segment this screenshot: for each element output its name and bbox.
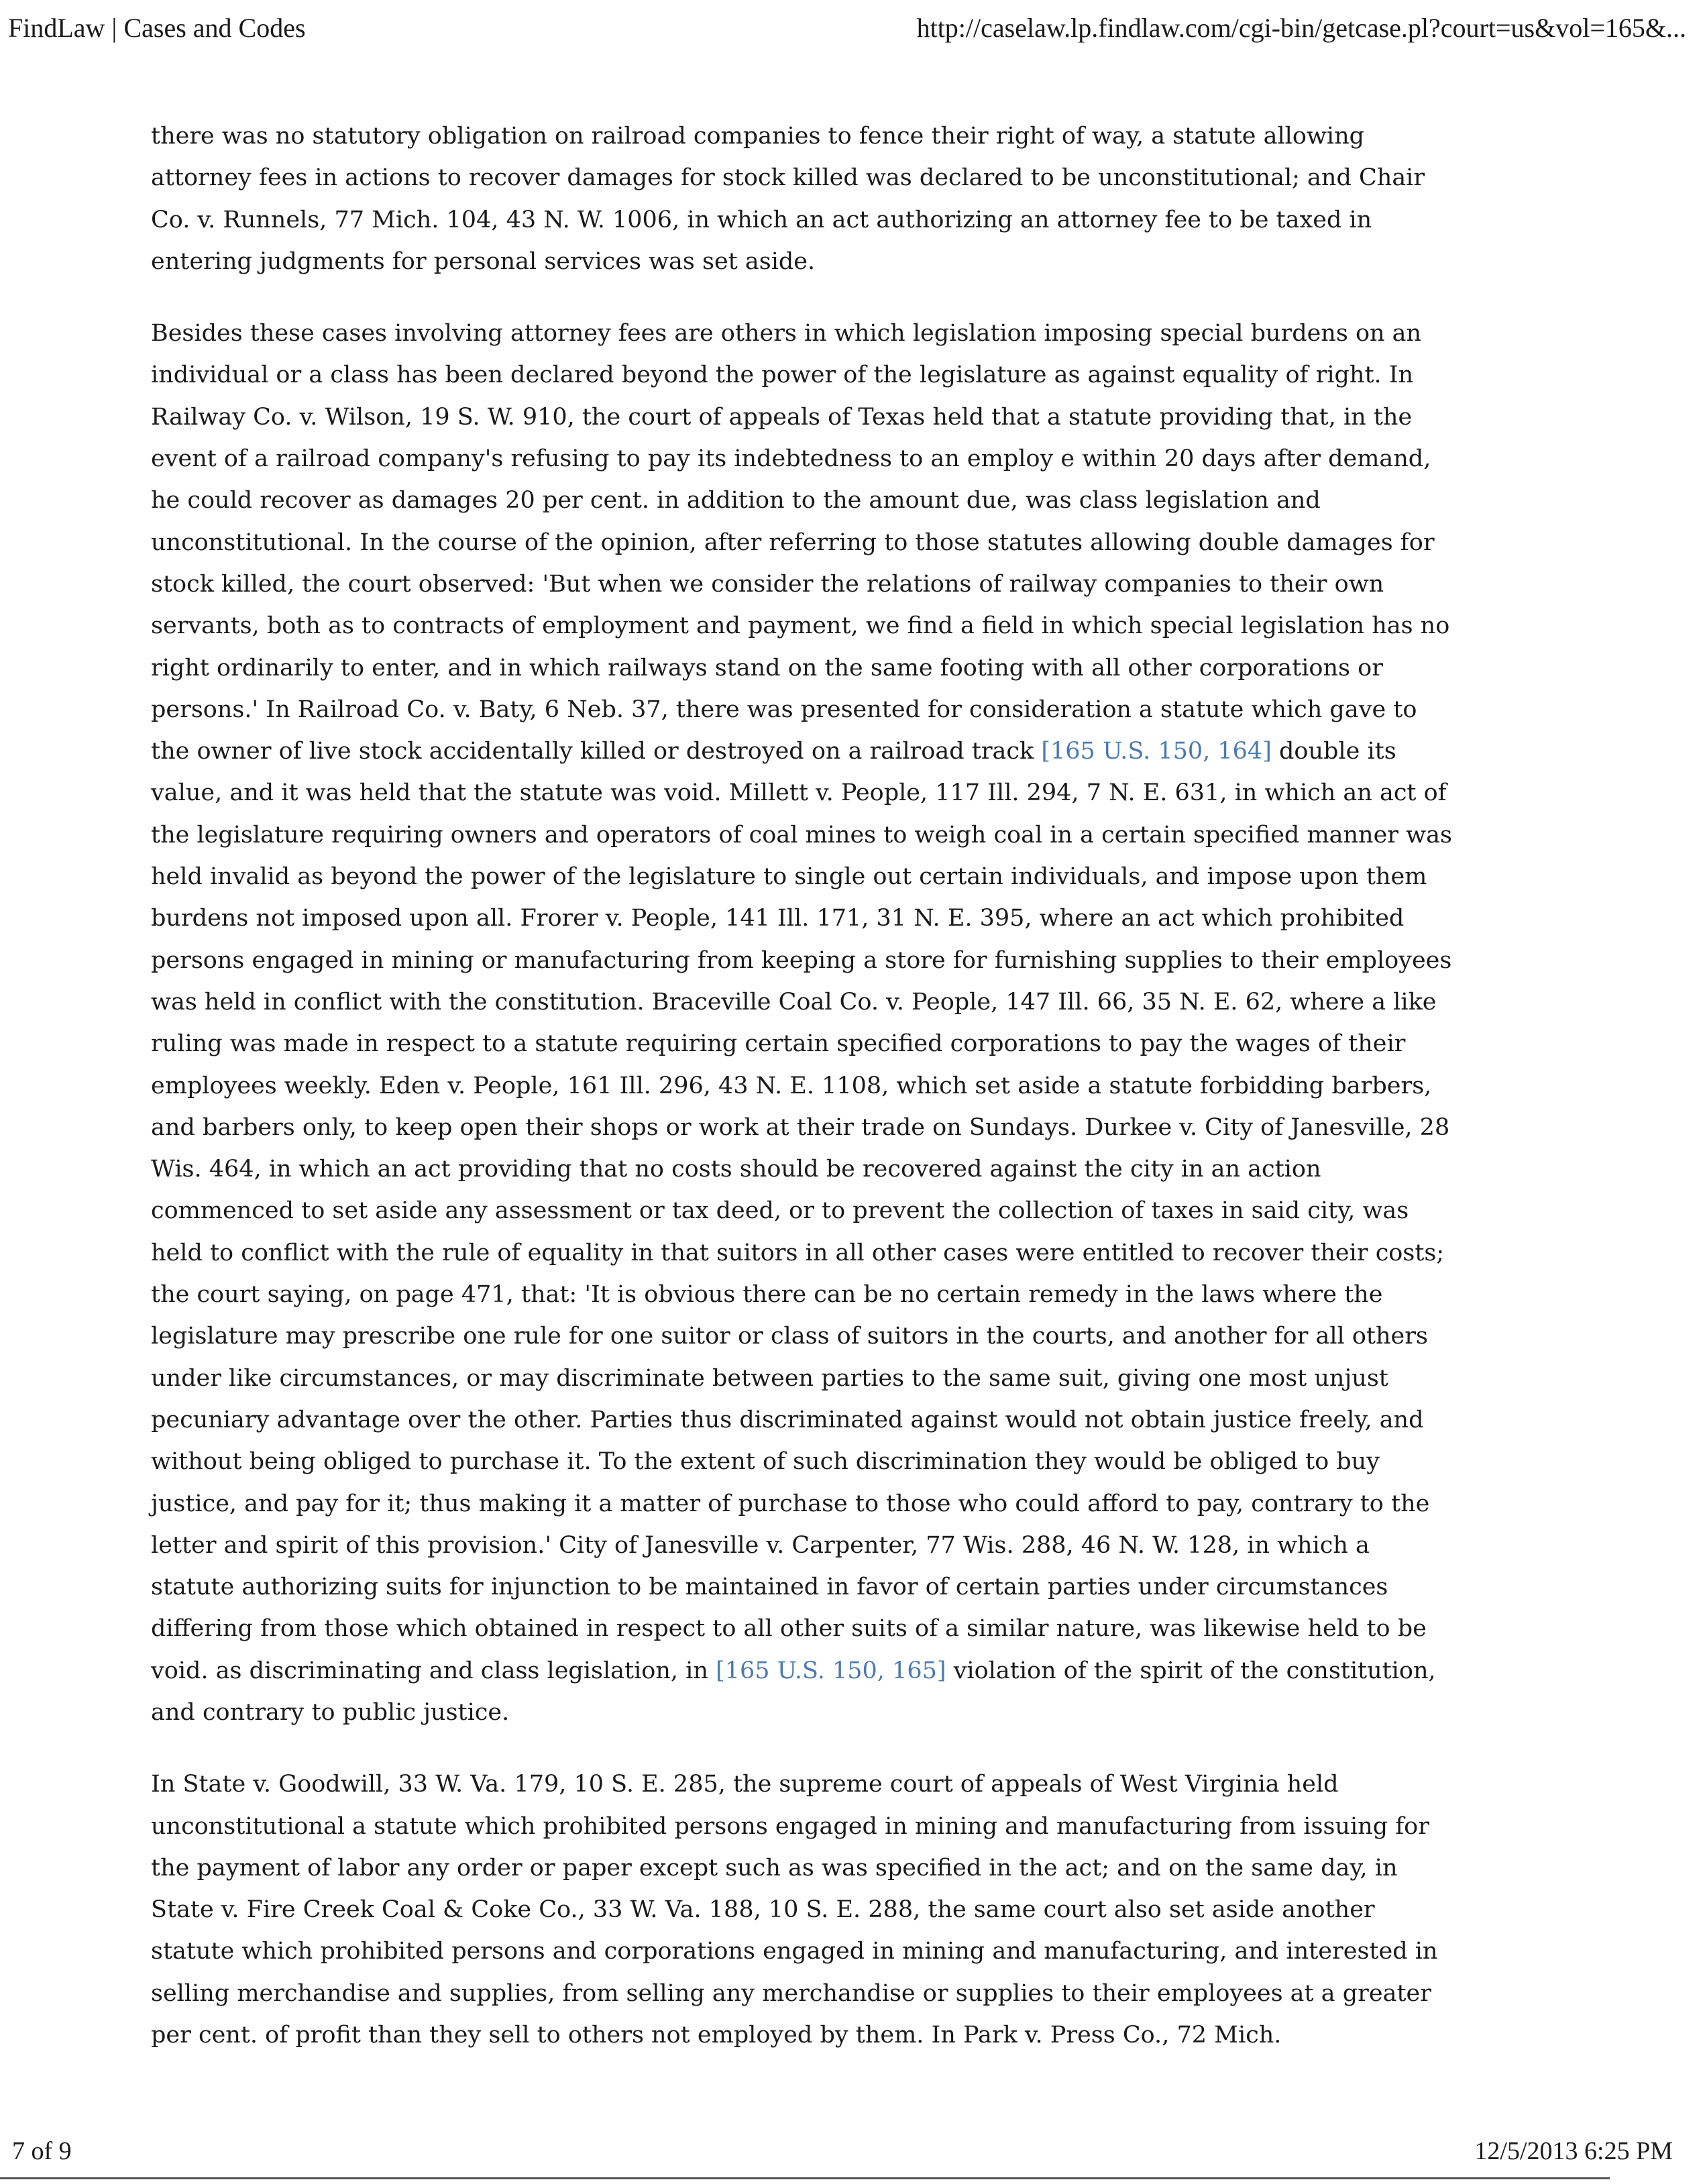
- print-header: [8, 12, 1686, 52]
- print-date: 12/5/2013 6:25 PM: [1474, 2137, 1673, 2165]
- site-title: FindLaw | Cases and Codes: [8, 13, 306, 43]
- print-footer: [12, 2136, 1673, 2177]
- case-text: [151, 115, 1452, 2086]
- paragraph-1: there was no statutory obligation on railroad companies to fence their right of way, a statute allowing attorney fees in actions to recover damages for stock killed was declared to be unconstitutional; and Chair Co. v. Runnels, 77 Mich. 104, 43 N. W. 1006, in which an act authorizing an attorney fee to be taxed in entering judgments for personal services was set aside.: [151, 123, 1425, 275]
- page-citation-link-164[interactable]: [165 U.S. 150, 164]: [1041, 738, 1272, 765]
- paragraph-3: In State v. Goodwill, 33 W. Va. 179, 10 S. E. 285, the supreme court of appeals of West Virginia held unconstitutional a statute which prohibited persons engaged in mining and manufacturing from issuing for the payment of labor any order or paper except such as was specified in the act; and on the same day, in State v. Fire Creek Coal & Coke Co., 33 W. Va. 188, 10 S. E. 288, the same court also set aside another statute which prohibited persons and corporations engaged in mining and manufacturing, and interested in selling merchandise and supplies, from selling any merchandise or supplies to their employees at a greater per cent. of profit than they sell to others not employed by them. In Park v. Press Co., 72 Mich.: [151, 1771, 1438, 2049]
- paragraph-2-part-b: double its value, and it was held that the statute was void. Millett v. People, 117 Ill. 294, 7 N. E. 631, in which an act of the legislature requiring owners and operators of coal mines to weigh coal in a certain specified manner was held invalid as beyond the power of the legislature to single out certain individuals, and impose upon them burdens not imposed upon all. Frorer v. People, 141 Ill. 171, 31 N. E. 395, where an act which prohibited persons engaged in mining or manufacturing from keeping a store for furnishing supplies to their employees was held in conflict with the constitution. Braceville Coal Co. v. People, 147 Ill. 66, 35 N. E. 62, where a like ruling was made in respect to a statute requiring certain specified corporations to pay the wages of their employees weekly. Eden v. People, 161 Ill. 296, 43 N. E. 1108, which set aside a statute forbidding barbers, and barbers only, to keep open their shops or work at their trade on Sundays. Durkee v. City of Janesville, 28 Wis. 464, in which an act providing that no costs should be recovered against the city in an action commenced to set aside any assessment or tax deed, or to prevent the collection of taxes in said city, was held to conflict with the rule of equality in that suitors in all other cases were entitled to recover their costs; the court saying, on page 471, that: 'It is obvious there can be no certain remedy in the laws where the legislature may prescribe one rule for one suitor or class of suitors in the courts, and another for all others under like circumstances, or may discriminate between parties to the same suit, giving one most unjust pecuniary advantage over the other. Parties thus discriminated against would not obtain justice freely, and without being obliged to purchase it. To the extent of such discrimination they would be obliged to buy justice, and pay for it; thus making it a matter of purchase to those who could afford to pay, contrary to the letter and spirit of this provision.' City of Janesville v. Carpenter, 77 Wis. 288, 46 N. W. 128, in which a statute authorizing suits for injunction to be maintained in favor of certain parties under circumstances differing from those which obtained in respect to all other suits of a similar nature, was likewise held to be void. as discriminating and class legislation, in: [151, 738, 1452, 1684]
- page-citation-link-165[interactable]: [165 U.S. 150, 165]: [716, 1657, 946, 1684]
- paragraph-2-part-a: Besides these cases involving attorney fees are others in which legislation imposing special burdens on an individual or a class has been declared beyond the power of the legislature as against equality of right. In Railway Co. v. Wilson, 19 S. W. 910, the court of appeals of Texas held that a statute providing that, in the event of a railroad company's refusing to pay its indebtedness to an employ e within 20 days after demand, he could recover as damages 20 per cent. in addition to the amount due, was class legislation and unconstitutional. In the course of the opinion, after referring to those statutes allowing double damages for stock killed, the court observed: 'But when we consider the relations of railway companies to their own servants, both as to contracts of employment and payment, we find a field in which special legislation has no right ordinarily to enter, and in which railways stand on the same footing with all other corporations or persons.' In Railroad Co. v. Baty, 6 Neb. 37, there was presented for consideration a statute which gave to the owner of live stock accidentally killed or destroyed on a railroad track: [151, 320, 1450, 765]
- footer-divider: [0, 2177, 1610, 2179]
- page-url: http://caselaw.lp.findlaw.com/cgi-bin/getcase.pl?court=us&vol=165&...: [916, 13, 1686, 43]
- page-count: 7 of 9: [12, 2137, 72, 2165]
- paragraph-2-part-c: violation of the spirit of the constitution, and contrary to public justice.: [151, 1657, 1436, 1726]
- paragraph-2: [151, 313, 1452, 1733]
